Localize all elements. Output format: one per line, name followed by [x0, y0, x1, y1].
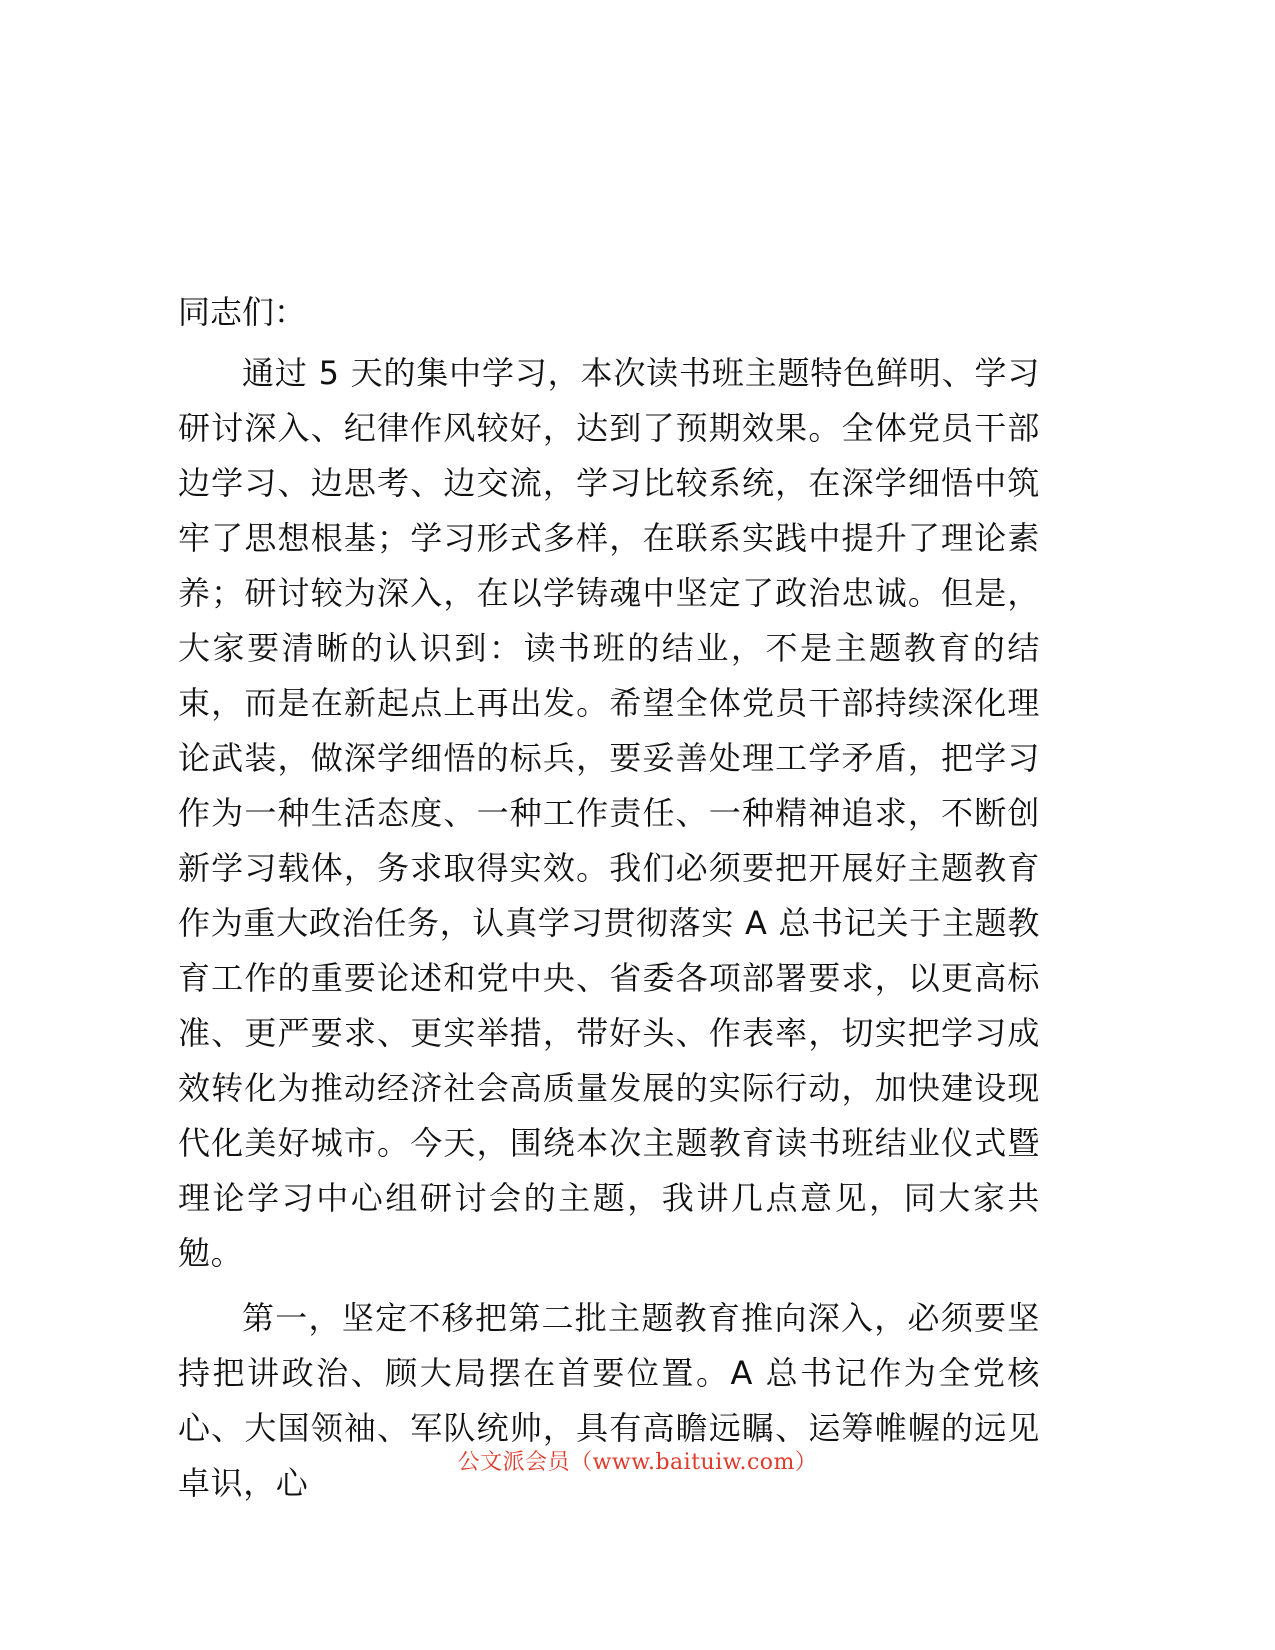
paragraph-first-point: 第一，坚定不移把第二批主题教育推向深入，必须要坚持把讲政治、顾大局摆在首要位置。A 总书记作为全党核心、大国领袖、军队统帅，具有高瞻远瞩、运筹帷幄的远见卓识，心	[178, 1299, 1040, 1502]
greeting: 同志们：	[178, 293, 307, 331]
footer-watermark: 公文派会员（www.baituiw.com）	[457, 1450, 818, 1475]
paragraph-intro: 通过 5 天的集中学习，本次读书班主题特色鲜明、学习研讨深入、纪律作风较好，达到了预期效果。全体党员干部边学习、边思考、边交流，学习比较系统，在深学细悟中筑牢了思想根基；学习形式多样，在联系实践中提升了理论素养；研讨较为深入，在以学铸魂中坚定了政治忠诚。但是，大家要清晰的认识到：读书班的结业，不是主题教育的结束，而是在新起点上再出发。希望全体党员干部持续深化理论武装，做深学细悟的标兵，要妥善处理工学矛盾，把学习作为一种生活态度、一种工作责任、一种精神追求，不断创新学习载体，务求取得实效。我们必须要把开展好主题教育作为重大政治任务，认真学习贯彻落实 A 总书记关于主题教育工作的重要论述和党中央、省委各项部署要求，以更高标准、更严要求、更实举措，带好头、作表率，切实把学习成效转化为推动经济社会高质量发展的实际行动，加快建设现代化美好城市。今天，围绕本次主题教育读书班结业仪式暨理论学习中心组研讨会的主题，我讲几点意见，同大家共勉。	[178, 354, 1040, 1272]
document-body	[178, 290, 1040, 1521]
